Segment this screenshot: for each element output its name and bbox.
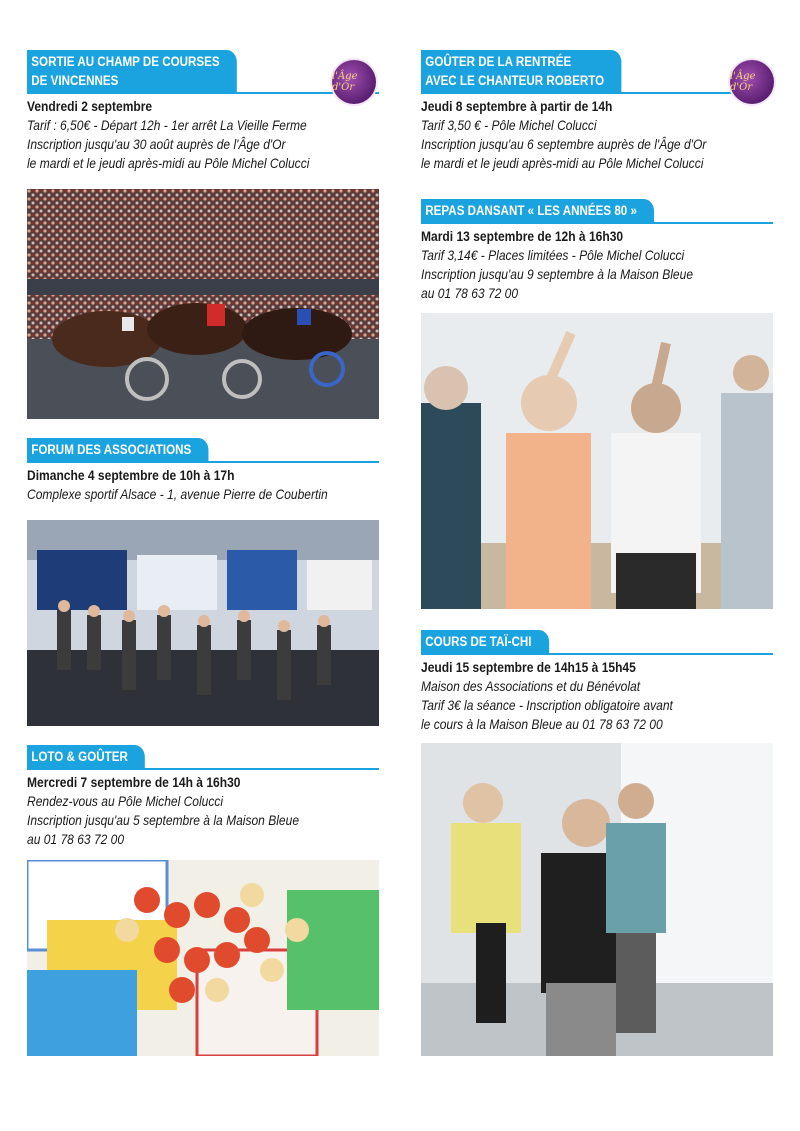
event-gouter-rentree [421, 50, 773, 173]
event-title: SORTIE AU CHAMP DE COURSES DE VINCENNES [27, 50, 237, 92]
event-detail-line: Complexe sportif Alsace - 1, avenue Pierre de Coubertin [27, 486, 328, 502]
event-title: GOÛTER DE LA RENTRÉE AVEC LE CHANTEUR ROBERTO [421, 50, 621, 92]
event-detail-line: Tarif 3,50 € - Pôle Michel Colucci [421, 117, 597, 133]
event-detail-line: le mardi et le jeudi après-midi au Pôle Michel Colucci [421, 155, 704, 171]
event-detail-line: Inscription jusqu'au 30 août auprès de l'Âge d'Or [27, 136, 286, 152]
event-detail-line: Rendez-vous au Pôle Michel Colucci [27, 793, 224, 809]
event-loto [27, 745, 379, 849]
loto-photo [27, 860, 379, 1056]
tai-chi-illustration [421, 743, 773, 1056]
event-detail-line: Inscription jusqu'au 6 septembre auprès de l'Âge d'Or [421, 136, 707, 152]
event-date: Dimanche 4 septembre de 10h à 17h [27, 467, 235, 483]
event-title: LOTO & GOÛTER [27, 745, 145, 768]
event-details [421, 677, 773, 734]
event-repas-dansant [421, 199, 773, 303]
event-details [27, 116, 379, 173]
event-detail-line: le mardi et le jeudi après-midi au Pôle Michel Colucci [27, 155, 310, 171]
loto-illustration [27, 860, 379, 1056]
title-underline [421, 222, 773, 224]
event-detail-line: Maison des Associations et du Bénévolat [421, 678, 641, 694]
event-detail-line: au 01 78 63 72 00 [27, 831, 125, 847]
horse-race-photo [27, 189, 379, 419]
event-forum [27, 438, 379, 504]
event-date: Jeudi 8 septembre à partir de 14h [421, 98, 613, 114]
event-vincennes [27, 50, 379, 173]
dancing-photo [421, 313, 773, 609]
tai-chi-photo [421, 743, 773, 1056]
dancing-illustration [421, 313, 773, 609]
event-date: Mardi 13 septembre de 12h à 16h30 [421, 228, 624, 244]
event-tai-chi [421, 630, 773, 734]
age-dor-logo: l'Âge d'Or [332, 60, 376, 104]
age-dor-logo: l'Âge d'Or [730, 60, 774, 104]
event-detail-line: au 01 78 63 72 00 [421, 285, 519, 301]
title-underline [27, 92, 379, 94]
event-date: Mercredi 7 septembre de 14h à 16h30 [27, 774, 241, 790]
event-detail-line: Tarif 3,14€ - Places limitées - Pôle Michel Colucci [421, 247, 685, 263]
title-underline [27, 461, 379, 463]
horse-race-illustration [27, 189, 379, 419]
event-detail-line: Inscription jusqu'au 5 septembre à la Maison Bleue [27, 812, 300, 828]
event-date: Jeudi 15 septembre de 14h15 à 15h45 [421, 659, 636, 675]
event-title: FORUM DES ASSOCIATIONS [27, 438, 208, 461]
event-detail-line: le cours à la Maison Bleue au 01 78 63 72 00 [421, 716, 663, 732]
event-details [27, 792, 379, 849]
event-title: COURS DE TAÏ-CHI [421, 630, 549, 653]
event-details [421, 116, 773, 173]
event-date: Vendredi 2 septembre [27, 98, 153, 114]
title-underline [27, 768, 379, 770]
title-underline [421, 653, 773, 655]
forum-illustration [27, 520, 379, 726]
event-details [27, 485, 379, 504]
event-detail-line: Tarif 3€ la séance - Inscription obligatoire avant [421, 697, 673, 713]
title-underline [421, 92, 773, 94]
event-detail-line: Tarif : 6,50€ - Départ 12h - 1er arrêt La Vieille Ferme [27, 117, 307, 133]
event-title: REPAS DANSANT « LES ANNÉES 80 » [421, 199, 654, 222]
event-detail-line: Inscription jusqu'au 9 septembre à la Maison Bleue [421, 266, 694, 282]
forum-photo [27, 520, 379, 726]
event-details [421, 246, 773, 303]
